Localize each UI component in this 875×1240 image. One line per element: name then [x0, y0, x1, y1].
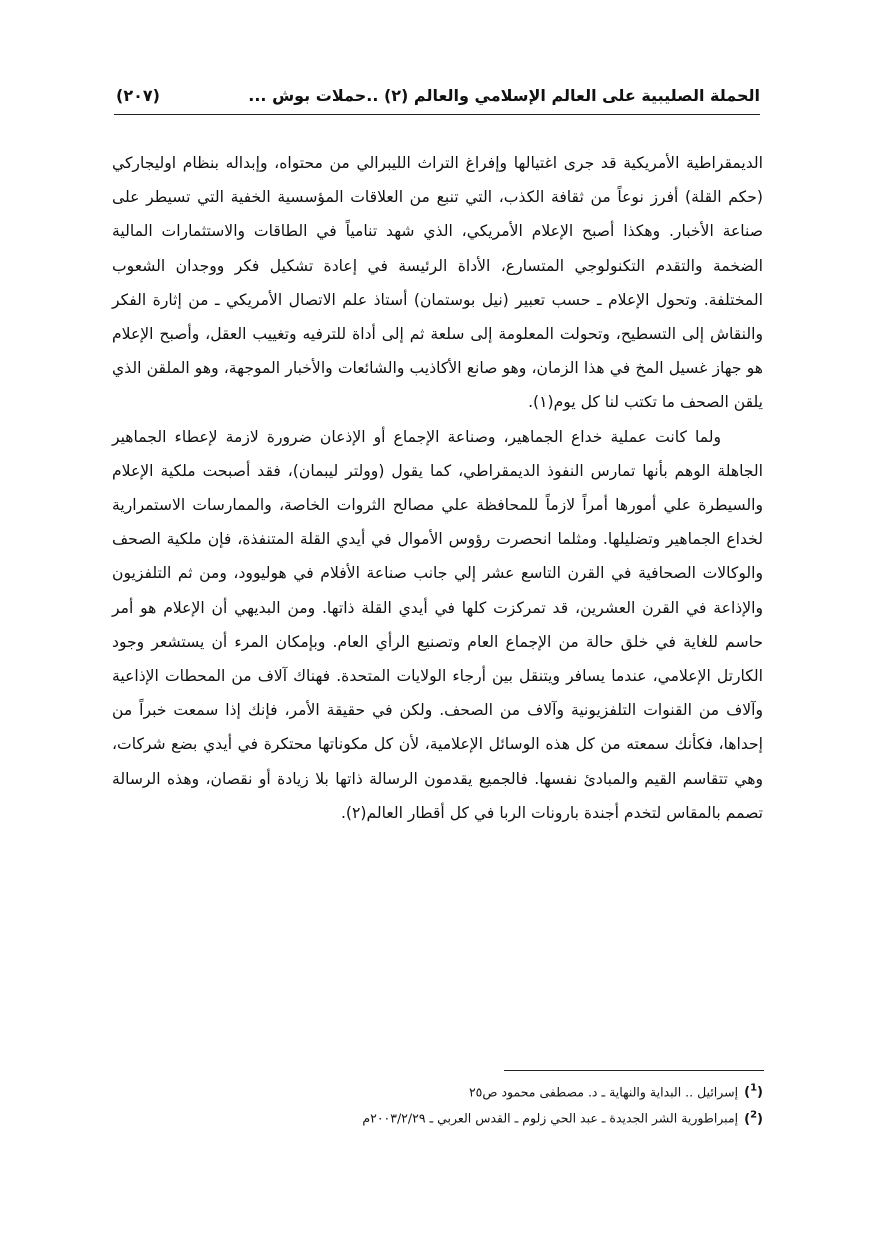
footnote-2-text: إمبراطورية الشر الجديدة ـ عبد الحي زلوم ـ القدس العربي ـ ٢٠٠٣/٢/٢٩م [362, 1110, 739, 1126]
footnote-2 [112, 1104, 763, 1130]
footnote-2-marker: ($^2$) [744, 1109, 763, 1127]
paragraph-2: ولما كانت عملية خداع الجماهير، وصناعة الإجماع أو الإذعان ضرورة لازمة لإعطاء الجماهير الجاهلة الوهم بأنها تمارس النفوذ الديمقراطي، كما يقول (وولتر ليبمان)، فقد أصبحت ملكية الإعلام والسيطرة علي أمورها أمراً لازماً للمحافظة علي مصالح الثروات الخاصة، والممارسات الاستمرارية لخداع الجماهير وتضليلها. ومثلما انحصرت رؤوس الأموال في أيدي القلة المتنفذة، فإن ملكية الصحف والوكالات الصحافية في القرن التاسع عشر إلي جانب صناعة الأفلام في هوليوود، ومن ثم التلفزيون والإذاعة في القرن العشرين، قد تمركزت كلها في أيدي القلة ذاتها. ومن البديهي أن الإعلام هو أمر حاسم للغاية في خلق حالة من الإجماع العام وتصنيع الرأي العام. وبإمكان المرء أن يستشعر وجود الكارتل الإعلامي، عندما يسافر ويتنقل بين أرجاء الولايات المتحدة. فهناك آلاف من المحطات الإذاعية وآلاف من القنوات التلفزيونية وآلاف من الصحف. ولكن في حقيقة الأمر، فإنك إذا سمعت خبراً من إحداها، فكأنك سمعته من كل هذه الوسائل الإعلامية، لأن كل مكوناتها محتكرة في أيدي بضع شركات، وهي تتقاسم القيم والمبادئ نفسها. فالجميع يقدمون الرسالة ذاتها بلا زيادة أو نقصان، وهذه الرسالة تصمم بالمقاس لتخدم أجندة بارونات الربا في كل أقطار العالم(٢). [112, 427, 763, 822]
paragraph-1: الديمقراطية الأمريكية قد جرى اغتيالها وإفراغ التراث الليبرالي من محتواه، وإبداله بنظام اوليجاركي (حكم القلة) أفرز نوعاً من ثقافة الكذب، التي تنبع من العلاقات المؤسسية الخفية التي تسيطر على صناعة الأخبار. وهكذا أصبح الإعلام الأمريكي، الذي شهد تنامياً في الطاقات والاستثمارات المالية الضخمة والتقدم التكنولوجي المتسارع، الأداة الرئيسة في إعادة تشكيل فكر ووجدان الشعوب المختلفة. وتحول الإعلام ـ حسب تعبير (نيل بوستمان) أستاذ علم الاتصال الأمريكي ـ من إثارة الفكر والنقاش إلى التسطيح، وتحولت المعلومة إلى سلعة ثم إلى أداة للترفيه وتغييب العقل، وأصبح الإعلام هو جهاز غسيل المخ في هذا الزمان، وهو صانع الأكاذيب والشائعات والأخبار الموجهة، وهو الملقن الذي يلقن الصحف ما تكتب لنا كل يوم(١). [112, 154, 763, 412]
page-number: (٢٠٧) [116, 86, 160, 105]
header-divider [114, 114, 760, 115]
header-title: الحملة الصليبية على العالم الإسلامي والعالم (٢) ..حملات بوش ... [248, 86, 760, 105]
body-text [112, 146, 763, 830]
footnote-1-text: إسرائيل .. البداية والنهاية ـ د. مصطفى محمود ص٢٥ [468, 1084, 739, 1100]
running-header [114, 82, 760, 116]
footnote-1-marker: ($^1$) [744, 1083, 763, 1101]
footnote-2-number: 2 [750, 1109, 758, 1121]
footnotes [112, 1078, 763, 1131]
footnote-divider [504, 1070, 764, 1071]
footnote-1 [112, 1078, 763, 1104]
footnote-1-number: 1 [750, 1083, 758, 1094]
